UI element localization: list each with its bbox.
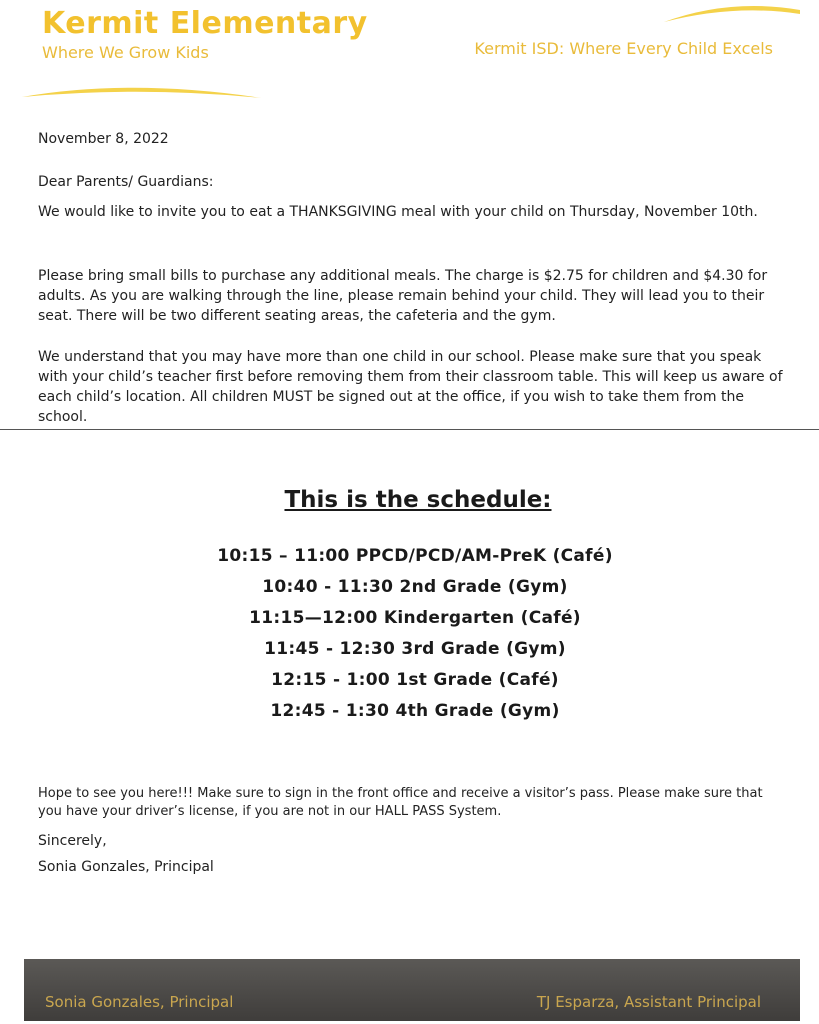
salutation: Dear Parents/ Guardians: bbox=[38, 174, 214, 190]
schedule-entry: 10:15 – 11:00 PPCD/PCD/AM-PreK (Café) bbox=[217, 546, 613, 566]
schedule-list bbox=[0, 541, 819, 727]
school-name: Kermit Elementary bbox=[42, 6, 368, 41]
signature: Sonia Gonzales, Principal bbox=[38, 859, 214, 875]
left-swoosh bbox=[22, 88, 262, 98]
footer-principal: Sonia Gonzales, Principal bbox=[45, 993, 234, 1011]
footer-assistant-principal: TJ Esparza, Assistant Principal bbox=[536, 993, 761, 1011]
paragraph-meal-charges: Please bring small bills to purchase any additional meals. The charge is $2.75 for children and $4.30 for adults. As you are walking through the line, please remain behind your child. They will lead you to their seat. There will be two different seating areas, the cafeteria and the gym. bbox=[38, 268, 768, 324]
right-swoosh bbox=[664, 6, 800, 22]
schedule-entry: 11:45 - 12:30 3rd Grade (Gym) bbox=[264, 639, 566, 659]
signoff: Sincerely, bbox=[38, 833, 107, 849]
schedule-entry: 10:40 - 11:30 2nd Grade (Gym) bbox=[262, 577, 568, 597]
school-motto: Where We Grow Kids bbox=[42, 43, 209, 62]
schedule-title: This is the schedule: bbox=[284, 487, 552, 513]
closing-note: Hope to see you here!!! Make sure to sign in the front office and receive a visitor’s pass. Please make sure that you have your driver’s license, if you are not in our HALL PASS System. bbox=[38, 786, 763, 819]
schedule-entry: 11:15—12:00 Kindergarten (Café) bbox=[249, 608, 581, 628]
district-motto: Kermit ISD: Where Every Child Excels bbox=[474, 39, 773, 58]
footer-band bbox=[24, 959, 800, 1021]
schedule-entry: 12:15 - 1:00 1st Grade (Café) bbox=[271, 670, 559, 690]
letter-date: November 8, 2022 bbox=[38, 131, 169, 147]
section-divider bbox=[0, 429, 819, 430]
paragraph-multiple-children: We understand that you may have more than one child in our school. Please make sure that you speak with your child’s teacher first before removing them from their classroom table. This will keep us aware of each child’s location. All children MUST be signed out at the office, if you wish to take them from the school. bbox=[38, 349, 783, 425]
schedule-entry: 12:45 - 1:30 4th Grade (Gym) bbox=[270, 701, 560, 721]
paragraph-invitation: We would like to invite you to eat a THANKSGIVING meal with your child on Thursday, November 10th. bbox=[38, 204, 758, 220]
